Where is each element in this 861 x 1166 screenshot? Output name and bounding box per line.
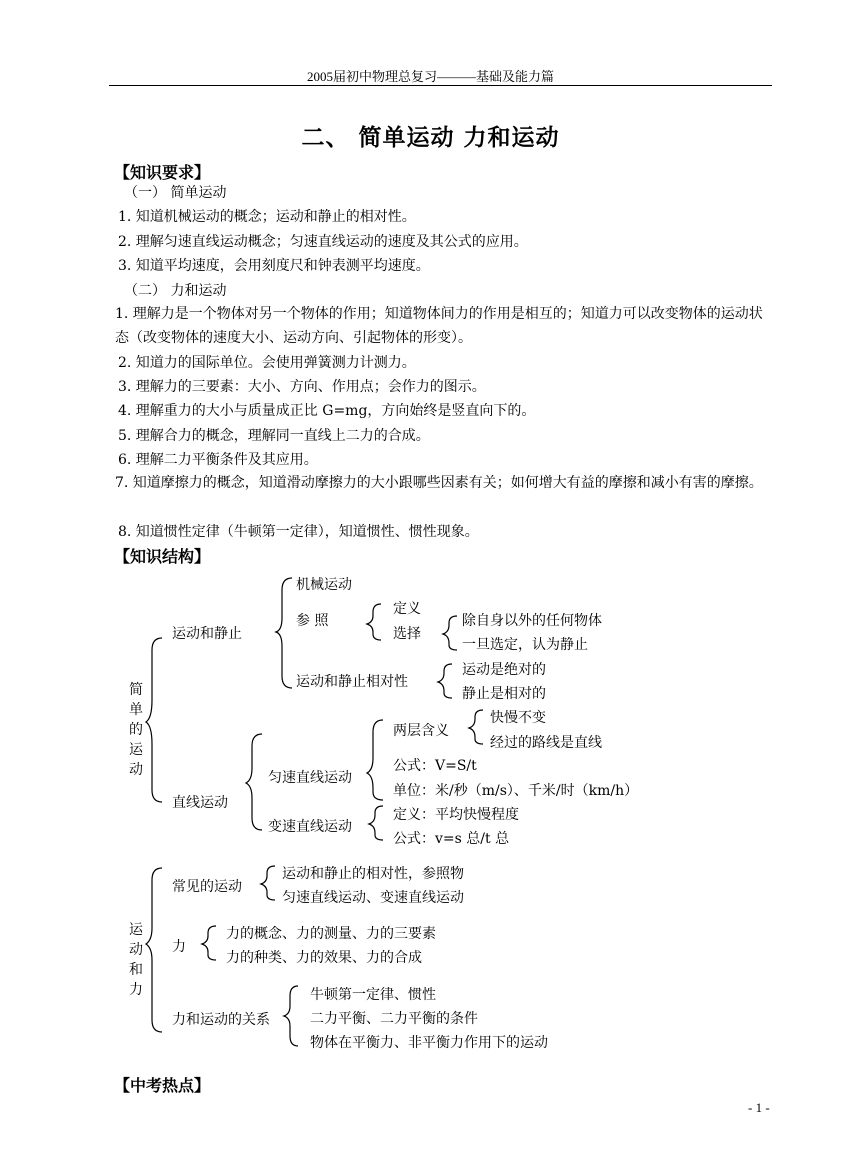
tree-root-motion-force: 运动和力 bbox=[129, 922, 143, 998]
node-mechanical-motion: 机械运动 bbox=[296, 577, 352, 593]
subsection-title-simple-motion: （一） 简单运动 bbox=[124, 185, 227, 201]
node-relation-1: 牛顿第一定律、惯性 bbox=[310, 987, 436, 1003]
node-unit: 单位：米/秒（m/s）、千米/时（km/h） bbox=[393, 783, 639, 799]
page-title: 二、 简单运动 力和运动 bbox=[301, 125, 560, 151]
node-definition: 定义 bbox=[393, 601, 421, 617]
requirement-item: 7. 知道摩擦力的概念，知道滑动摩擦力的大小跟哪些因素有关；如何增大有益的摩擦和减小有害的摩擦。 bbox=[115, 475, 763, 491]
requirement-item: 2. 理解匀速直线运动概念；匀速直线运动的速度及其公式的应用。 bbox=[118, 234, 528, 250]
node-relativity: 运动和静止相对性 bbox=[296, 674, 408, 690]
requirement-item: 1. 知道机械运动的概念；运动和静止的相对性。 bbox=[118, 209, 416, 225]
requirement-item: 3. 知道平均速度，会用刻度尺和钟表测平均速度。 bbox=[118, 258, 430, 274]
node-common-motion: 常见的运动 bbox=[172, 879, 242, 895]
requirement-item: 6. 理解二力平衡条件及其应用。 bbox=[118, 452, 318, 468]
requirement-item: 8. 知道惯性定律（牛顿第一定律），知道惯性、惯性现象。 bbox=[118, 524, 479, 540]
section-heading-requirements: 【知识要求】 bbox=[114, 163, 211, 182]
requirement-item: 2. 知道力的国际单位。会使用弹簧测力计测力。 bbox=[118, 355, 416, 371]
running-header: 2005届初中物理总复习———基础及能力篇 bbox=[306, 69, 554, 84]
node-relation-2: 二力平衡、二力平衡的条件 bbox=[310, 1011, 478, 1027]
node-force: 力 bbox=[172, 939, 186, 955]
node-linear-motion: 直线运动 bbox=[172, 795, 228, 811]
node-variable-formula: 公式：v=s 总/t 总 bbox=[393, 831, 510, 847]
node-once-chosen: 一旦选定，认为静止 bbox=[462, 637, 588, 653]
node-force-motion-relation: 力和运动的关系 bbox=[172, 1012, 270, 1028]
node-formula: 公式：V=S/t bbox=[393, 758, 477, 774]
page-number: - 1 - bbox=[748, 1100, 770, 1115]
node-reference: 参 照 bbox=[296, 613, 329, 629]
node-constant-speed: 快慢不变 bbox=[490, 710, 546, 726]
node-motion-rest: 运动和静止 bbox=[172, 626, 242, 642]
node-any-object: 除自身以外的任何物体 bbox=[462, 613, 602, 629]
node-choose: 选择 bbox=[393, 626, 421, 642]
node-rest-relative: 静止是相对的 bbox=[462, 686, 546, 702]
node-common-1: 运动和静止的相对性，参照物 bbox=[282, 866, 464, 882]
node-two-meanings: 两层含义 bbox=[393, 723, 449, 739]
node-variable-motion: 变速直线运动 bbox=[268, 819, 352, 835]
requirement-item: 3. 理解力的三要素：大小、方向、作用点；会作力的图示。 bbox=[118, 379, 486, 395]
node-relation-3: 物体在平衡力、非平衡力作用下的运动 bbox=[310, 1035, 548, 1051]
node-motion-absolute: 运动是绝对的 bbox=[462, 662, 546, 678]
section-heading-structure: 【知识结构】 bbox=[114, 547, 211, 566]
node-force-2: 力的种类、力的效果、力的合成 bbox=[226, 950, 422, 966]
requirement-item: 1. 理解力是一个物体对另一个物体的作用；知道物体间力的作用是相互的；知道力可以改变物体的运动状态（改变物体的速度大小、运动方向、引起物体的形变）。 bbox=[115, 306, 763, 346]
node-force-1: 力的概念、力的测量、力的三要素 bbox=[226, 926, 436, 942]
node-variable-definition: 定义：平均快慢程度 bbox=[393, 807, 519, 823]
requirement-item: 4. 理解重力的大小与质量成正比 G=mg，方向始终是竖直向下的。 bbox=[118, 403, 536, 419]
node-straight-path: 经过的路线是直线 bbox=[490, 735, 602, 751]
tree-root-simple-motion: 简单的运动 bbox=[129, 682, 143, 778]
section-heading-hotspots: 【中考热点】 bbox=[114, 1076, 211, 1095]
subsection-title-force-motion: （二） 力和运动 bbox=[124, 283, 227, 299]
node-uniform-motion: 匀速直线运动 bbox=[268, 770, 352, 786]
node-common-2: 匀速直线运动、变速直线运动 bbox=[282, 890, 464, 906]
requirement-item: 5. 理解合力的概念，理解同一直线上二力的合成。 bbox=[118, 428, 430, 444]
